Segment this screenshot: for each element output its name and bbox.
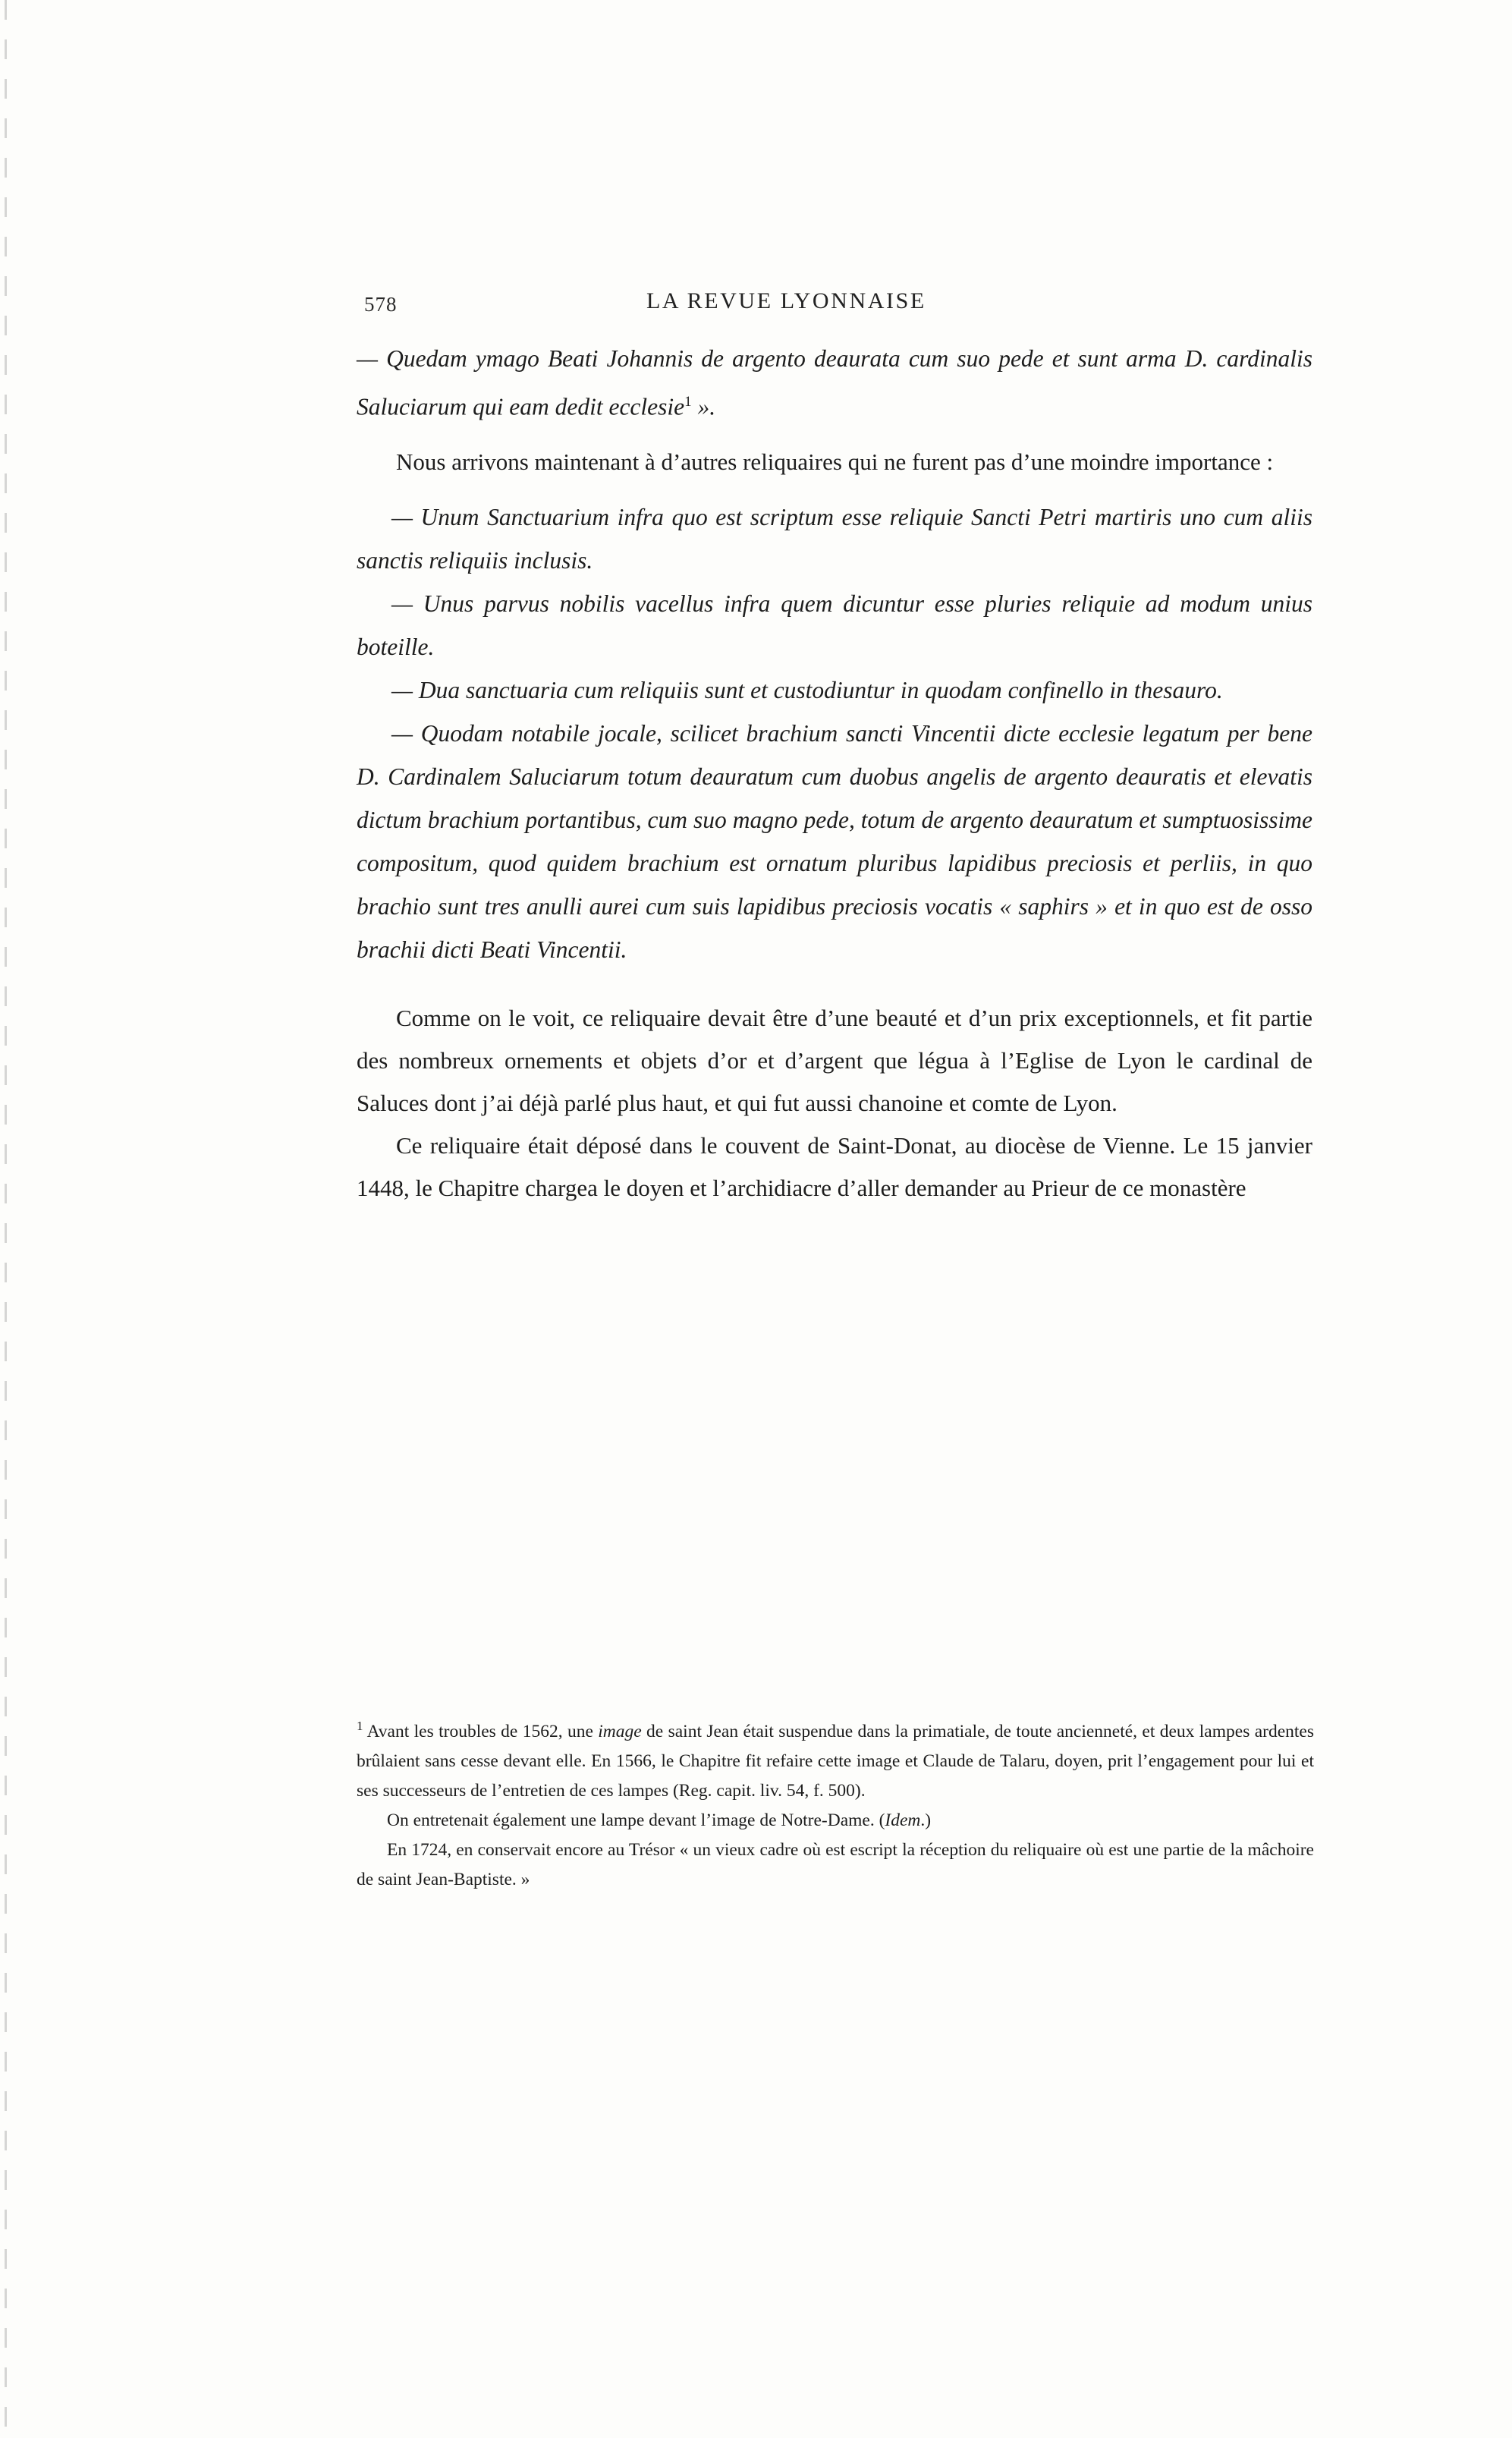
latin-quote-1 <box>357 337 1312 429</box>
footnote-1-text-a: Avant les troubles de 1562, une <box>363 1721 599 1741</box>
paragraph-1: Nous arrivons maintenant à d’autres reliquaires qui ne furent pas d’une moindre importance : <box>396 448 1274 475</box>
latin-quote-5: — Quodam notabile jocale, scilicet brachium sancti Vincentii dicte ecclesie legatum per bene D. Cardinalem Saluciarum totum deauratum cum duobus angelis de argento deauratis et elevatis dictum brachium portantibus, cum suo magno pede, totum de argento deauratum et sumptuosissime compositum, quod quidem brachium est ornatum pluribus lapidibus preciosis et perliis, in quo brachio sunt tres anulli aurei cum suis lapidibus preciosis vocatis « saphirs » et in quo est de osso brachii dicti Beati Vincentii. <box>357 719 1312 963</box>
footnotes-section <box>357 1711 1314 1895</box>
footnote-2 <box>357 1806 1314 1836</box>
scan-edge-artifact <box>5 0 7 2438</box>
footnote-1-text-b: de saint Jean était suspendue dans la primatiale, de toute ancienneté, et deux lampes ardentes brûlaient sans cesse devant elle. En 1566, le Chapitre fit refaire cette image et Claude de Talaru, doyen, prit l’engagement pour lui et ses successeurs de l’entretien de ces lampes (Reg. capit. liv. 54, f. 500). <box>357 1721 1314 1801</box>
footnote-2-tail: .) <box>920 1810 932 1830</box>
latin-quote-2: — Unum Sanctuarium infra quo est scriptum esse reliquie Sancti Petri martiris uno cum aliis sanctis reliquiis inclusis. <box>357 503 1312 574</box>
footnote-reference-1: 1 <box>684 394 692 410</box>
footnote-3: En 1724, en conservait encore au Trésor « un vieux cadre où est escript la réception du reliquaire où est une partie de la mâchoire de saint Jean-Baptiste. » <box>357 1839 1314 1889</box>
latin-quote-3: — Unus parvus nobilis vacellus infra quem dicuntur esse pluries reliquie ad modum unius boteille. <box>357 590 1312 660</box>
footnote-1-marker: 1 <box>357 1719 363 1733</box>
footnote-1 <box>357 1711 1314 1806</box>
paragraph-3: Ce reliquaire était déposé dans le couvent de Saint-Donat, au diocèse de Vienne. Le 15 janvier 1448, le Chapitre chargea le doyen et l’archidiacre d’aller demander au Prieur de ce monastère <box>357 1131 1312 1201</box>
footnote-2-italic: Idem <box>885 1810 921 1830</box>
paragraph-2: Comme on le voit, ce reliquaire devait être d’une beauté et d’un prix exceptionnels, et fit partie des nombreux ornements et objets d’or et d’argent que légua à l’Eglise de Lyon le cardinal de Saluces dont j’ai déjà parlé plus haut, et qui fut aussi chanoine et comte de Lyon. <box>357 1004 1312 1116</box>
page-number: 578 <box>364 293 398 316</box>
page-content <box>357 288 1312 1210</box>
latin-quote-1-tail: ». <box>691 393 716 420</box>
latin-quote-1-text: — Quedam ymago Beati Johannis de argento deaurata cum suo pede et sunt arma D. cardinalis Saluciarum qui eam dedit ecclesie <box>357 345 1312 420</box>
footnote-1-italic: image <box>598 1721 642 1741</box>
footnote-2-text: On entretenait également une lampe devant l’image de Notre-Dame. ( <box>387 1810 885 1830</box>
running-title: LA REVUE LYONNAISE <box>646 288 926 313</box>
page-header <box>357 288 1312 329</box>
latin-quote-4: — Dua sanctuaria cum reliquiis sunt et custodiuntur in quodam confinello in thesauro. <box>391 676 1223 703</box>
